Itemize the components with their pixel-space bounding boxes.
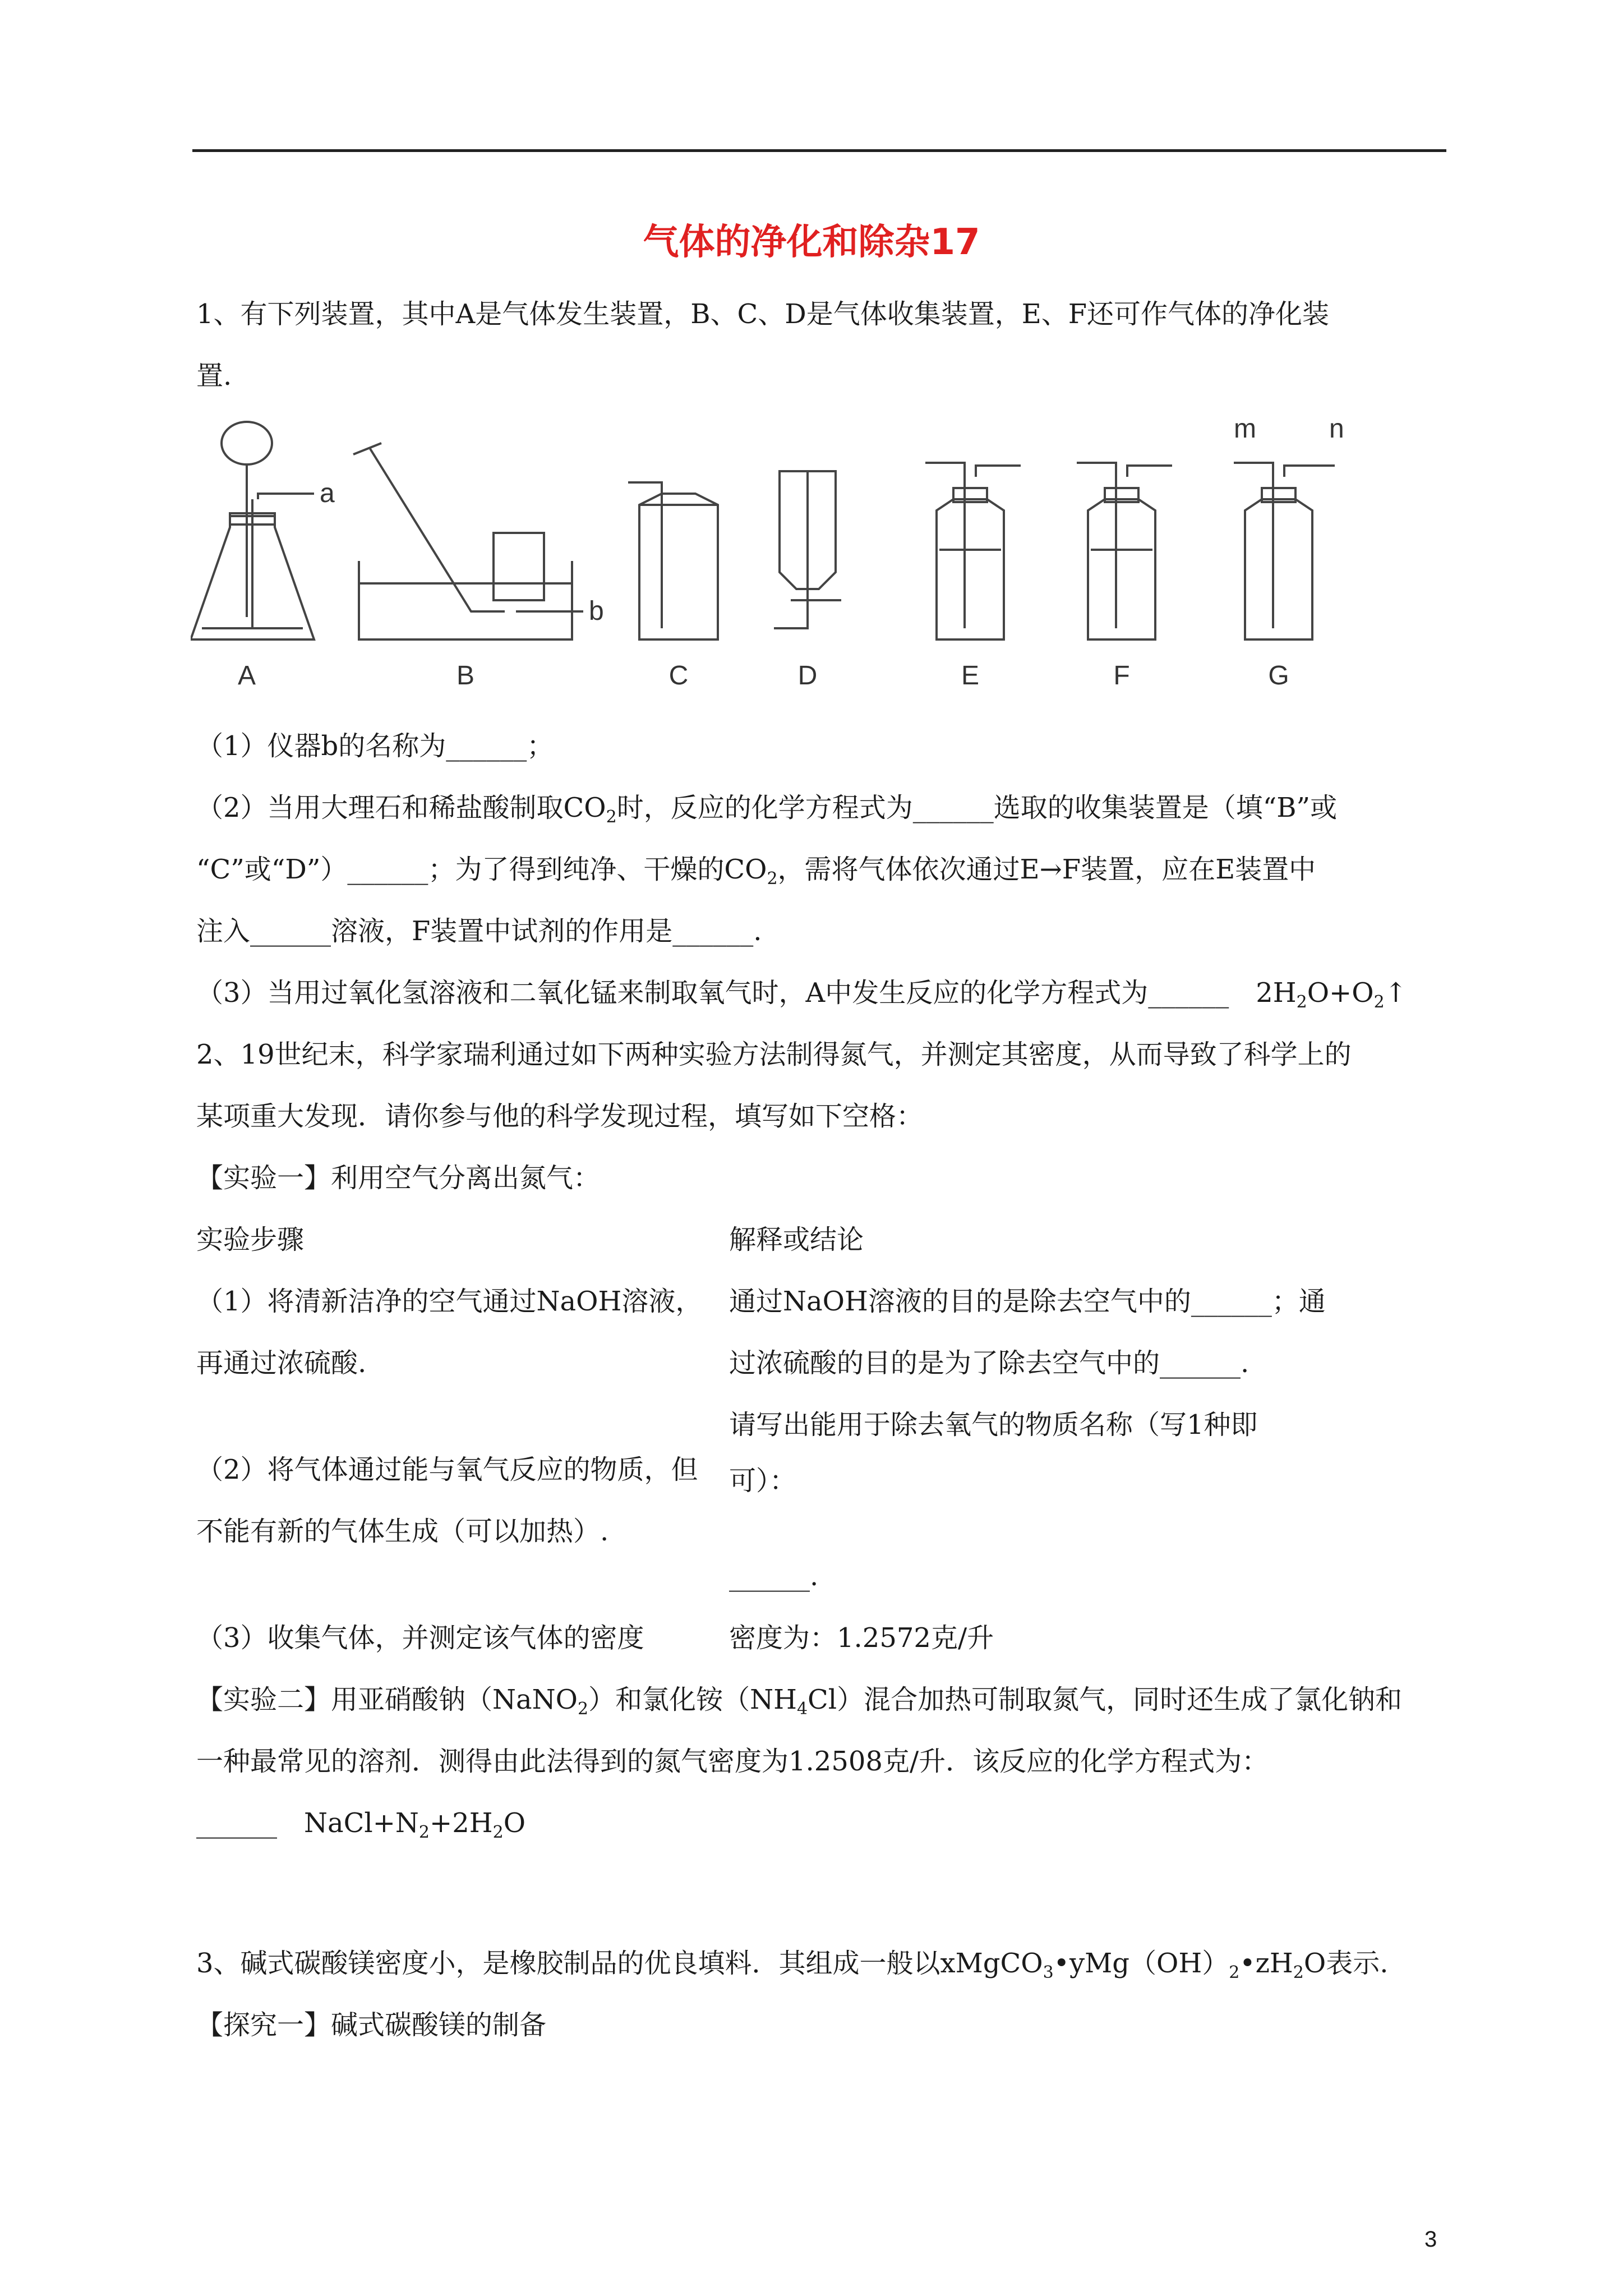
q1-intro-line2: 置. — [196, 360, 232, 392]
tube-n-label: n — [1329, 415, 1344, 444]
label-g: G — [1268, 661, 1289, 691]
q1-part2-line1: （2）当用大理石和稀盐酸制取$CO_2$时，反应的化学方程式为______选取的收集装置是（填“B”或 — [196, 792, 1338, 827]
apparatus-diagram — [191, 415, 1447, 707]
q1-part2-line2: “C”或“D”）______；为了得到纯净、干燥的$CO_2$，需将气体依次通过E→F装置，应在E装置中 — [196, 854, 1316, 889]
label-b: B — [456, 661, 475, 691]
step2-line1: （2）将气体通过能与氧气反应的物质，但 — [196, 1454, 698, 1485]
label-f: F — [1113, 661, 1130, 691]
step3: （3）收集气体，并测定该气体的密度 — [196, 1622, 644, 1654]
label-d: D — [797, 661, 818, 691]
q2-line1: 2、19世纪末，科学家瑞利通过如下两种实验方法制得氮气，并测定其密度，从而导致了科学上的 — [196, 1039, 1352, 1070]
page-title: 气体的净化和除杂17 — [643, 222, 980, 263]
step2-line2: 不能有新的气体生成（可以加热）. — [196, 1516, 609, 1547]
step1-line1: （1）将清新洁净的空气通过NaOH溶液， — [196, 1286, 703, 1317]
apparatus-d — [774, 471, 841, 628]
q2-line2: 某项重大发现．请你参与他的科学发现过程，填写如下空格： — [196, 1101, 924, 1132]
header-rule — [192, 149, 1446, 152]
q3-line1: 3、碱式碳酸镁密度小，是橡胶制品的优良填料．其组成一般以$xMgCO_3•yMg(OH)_2•zH_2O$表示. — [196, 1948, 1389, 1982]
exp2-line2: 一种最常见的溶剂．测得由此法得到的氮气密度为1.2508克/升．该反应的化学方程式为： — [196, 1746, 1269, 1777]
label-c: C — [668, 661, 689, 691]
col-head-conclusion: 解释或结论 — [729, 1224, 864, 1255]
apparatus-e — [925, 463, 1021, 639]
label-e: E — [961, 661, 980, 691]
exp2-line3: ______ $NaCl+N_2+2H_2O$ — [196, 1807, 526, 1842]
q1-intro-line1: 1、有下列装置，其中A是气体发生装置，B、C、D是气体收集装置，E、F还可作气体的净化装 — [196, 298, 1330, 330]
concl2-line3: ______. — [729, 1561, 819, 1592]
q2-exp1-title: 【实验一】利用空气分离出氮气： — [196, 1162, 601, 1194]
col-head-steps: 实验步骤 — [196, 1224, 305, 1255]
tube-a-label: a — [320, 478, 335, 508]
apparatus-a — [191, 422, 335, 639]
q3-explore1: 【探究一】碱式碳酸镁的制备 — [196, 2009, 547, 2041]
q1-part2-line3: 注入______溶液，F装置中试剂的作用是______. — [196, 915, 762, 947]
concl1-line2: 过浓硫酸的目的是为了除去空气中的______. — [729, 1347, 1249, 1379]
step1-line2: 再通过浓硫酸. — [196, 1347, 367, 1379]
concl2-line1: 请写出能用于除去氧气的物质名称（写1种即 — [729, 1409, 1258, 1441]
q1-part1: （1）仪器b的名称为______； — [196, 730, 554, 762]
exp2-line1: 【实验二】用亚硝酸钠（NaNO$_2$）和氯化铵$(NH_4Cl)$混合加热可制取氮气，同时还生成了氯化钠和 — [196, 1684, 1403, 1719]
concl1-line1: 通过NaOH溶液的目的是除去空气中的______；通 — [729, 1286, 1326, 1317]
label-a: A — [237, 661, 256, 691]
apparatus-c — [628, 482, 718, 639]
concl2-line2: 可）： — [729, 1465, 797, 1497]
apparatus-f — [1077, 463, 1172, 639]
tube-b-label: b — [589, 596, 604, 626]
concl3: 密度为：1.2572克/升 — [729, 1622, 994, 1654]
tube-m-label: m — [1234, 415, 1256, 444]
q1-part3: （3）当用过氧化氢溶液和二氧化锰来制取氧气时，A中发生反应的化学方程式为______ $2H_2O+O_2↑$ — [196, 977, 1407, 1012]
page-number: 3 — [1424, 2227, 1437, 2252]
apparatus-g — [1234, 415, 1344, 639]
apparatus-b — [353, 443, 604, 639]
